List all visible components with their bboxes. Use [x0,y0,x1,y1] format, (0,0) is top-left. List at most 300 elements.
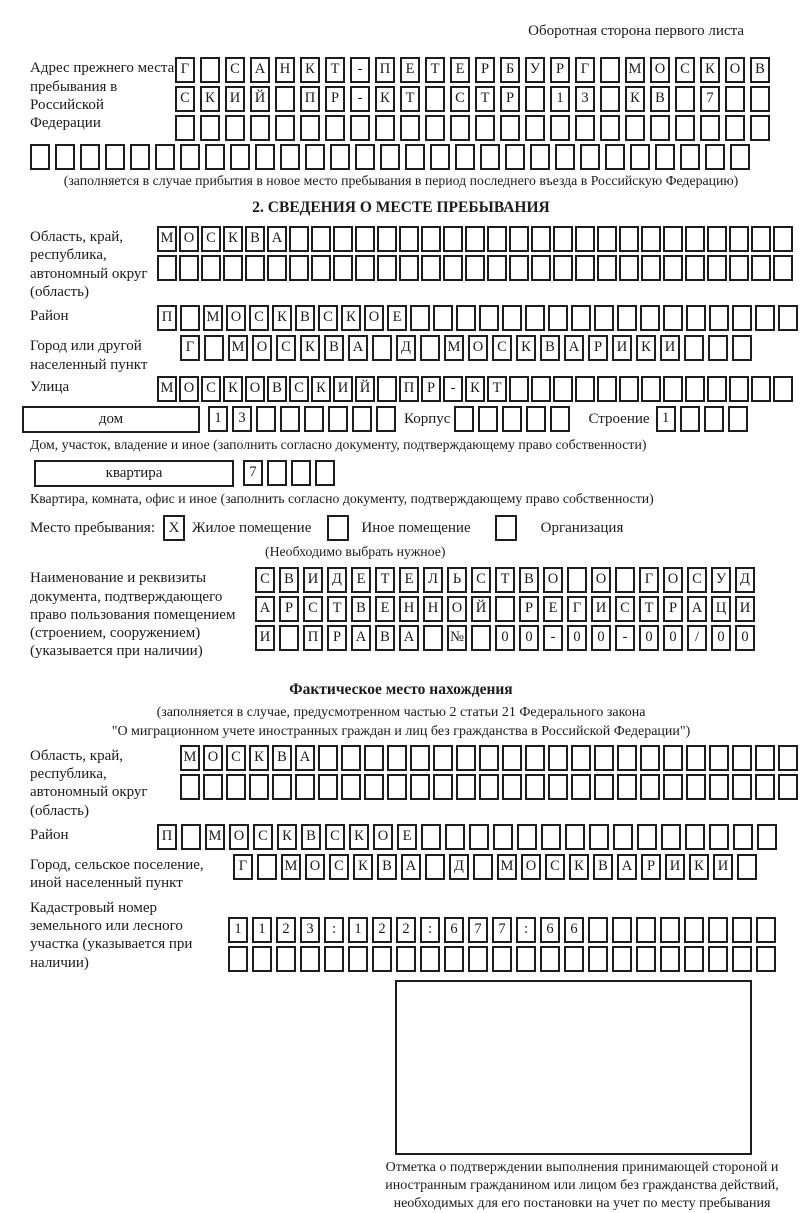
char-box: 6 [564,917,584,943]
char-box: 3 [575,86,595,112]
char-box [686,305,706,331]
char-box: С [225,57,245,83]
char-box [405,144,425,170]
char-box [571,774,591,800]
char-box [255,144,275,170]
char-box: 3 [300,917,320,943]
char-box: Е [375,596,395,622]
char-box: 0 [735,625,755,651]
char-box [751,376,771,402]
cadastre-line1[interactable] [228,917,780,943]
char-box [350,115,370,141]
char-box [380,144,400,170]
char-box [729,226,749,252]
char-box: Н [423,596,443,622]
char-box: Г [575,57,595,83]
page-side-note: Оборотная сторона первого листа [528,23,744,39]
char-box [469,824,489,850]
char-box [502,305,522,331]
cadastre-line2[interactable] [228,946,780,972]
char-box: С [492,335,512,361]
char-box: Т [425,57,445,83]
ownership-doc-line2[interactable] [255,596,759,622]
char-box: К [272,305,292,331]
char-box: Д [449,854,469,880]
char-box [333,255,353,281]
house-number-line[interactable] [208,406,400,432]
char-box: М [497,854,517,880]
char-box [680,406,700,432]
char-box: П [300,86,320,112]
char-box: К [249,745,269,771]
char-box: Д [735,567,755,593]
char-box: Д [327,567,347,593]
char-box: О [305,854,325,880]
char-box [684,335,704,361]
char-box [433,774,453,800]
char-box [755,774,775,800]
house-label-box: дом [22,406,200,433]
char-box: П [157,305,177,331]
char-box [279,625,299,651]
char-box: К [277,824,297,850]
char-box: Н [275,57,295,83]
char-box: И [660,335,680,361]
char-box [612,946,632,972]
char-box [272,774,292,800]
char-box [410,305,430,331]
ownership-doc-line1[interactable] [255,567,759,593]
char-box [729,376,749,402]
char-box [180,305,200,331]
char-box: Ц [711,596,731,622]
stay-type-note: (Необходимо выбрать нужное) [265,544,446,560]
char-box: К [689,854,709,880]
char-box [684,946,704,972]
char-box: С [249,305,269,331]
char-box [619,255,639,281]
city-row [30,335,772,374]
char-box [445,824,465,850]
char-box [502,774,522,800]
char-box [732,305,752,331]
prev-address-line1[interactable] [175,57,775,83]
char-box [686,774,706,800]
char-box: М [444,335,464,361]
char-box [55,144,75,170]
char-box [423,625,443,651]
char-box [375,115,395,141]
actual-region-boxes [180,745,800,800]
char-box [660,917,680,943]
char-box: Д [396,335,416,361]
char-box [30,144,50,170]
char-box [531,255,551,281]
char-box [304,406,324,432]
char-box: В [519,567,539,593]
char-box [755,305,775,331]
char-box [330,144,350,170]
ownership-doc-row [30,567,772,660]
char-box: К [375,86,395,112]
char-box [751,255,771,281]
char-box: В [540,335,560,361]
char-box [425,86,445,112]
char-box [605,144,625,170]
char-box [372,946,392,972]
cadastre-boxes [228,897,780,972]
char-box [600,57,620,83]
region-label: Область, край, республика, автономный округ (область) [30,229,148,300]
char-box: Т [325,57,345,83]
city-line[interactable] [180,335,756,361]
char-box: 2 [396,917,416,943]
char-box: 1 [656,406,676,432]
stay-type-checkbox-organization[interactable] [495,515,517,541]
char-box [625,115,645,141]
char-box [181,824,201,850]
char-box [550,115,570,141]
char-box [567,567,587,593]
stay-type-checkbox-residential[interactable]: X [163,515,185,541]
char-box [479,745,499,771]
char-box: 1 [228,917,248,943]
char-box: О [591,567,611,593]
char-box [684,917,704,943]
char-box [617,745,637,771]
char-box [660,946,680,972]
char-box [250,115,270,141]
char-box [525,305,545,331]
char-box [456,305,476,331]
char-box: М [203,305,223,331]
char-box: С [675,57,695,83]
char-box: 7 [243,460,263,486]
char-box: 7 [492,917,512,943]
char-box [267,255,287,281]
char-box: 0 [663,625,683,651]
char-box [751,226,771,252]
char-box: Т [375,567,395,593]
korpus-label: Корпус [404,411,451,428]
char-box [157,255,177,281]
actual-city-line[interactable] [233,854,761,880]
char-box: П [157,824,177,850]
char-box [548,745,568,771]
char-box [495,596,515,622]
char-box: С [201,376,221,402]
char-box [564,946,584,972]
char-box [565,824,585,850]
korpus-line[interactable] [454,406,574,432]
char-box [675,86,695,112]
char-box [245,255,265,281]
char-box [640,305,660,331]
char-box [594,745,614,771]
char-box [433,745,453,771]
char-box: Б [500,57,520,83]
char-box: О [468,335,488,361]
char-box [541,824,561,850]
char-box: К [300,57,320,83]
char-box [377,226,397,252]
char-box: А [687,596,707,622]
char-box: 3 [232,406,252,432]
char-box: Т [639,596,659,622]
char-box [399,255,419,281]
char-box [80,144,100,170]
char-box [256,406,276,432]
prev-address-line4[interactable] [30,144,772,170]
char-box: А [564,335,584,361]
char-box [589,824,609,850]
char-box: В [650,86,670,112]
char-box [636,917,656,943]
district-line[interactable] [157,305,800,331]
actual-region-line1[interactable] [180,745,800,771]
char-box: И [612,335,632,361]
char-box: Й [355,376,375,402]
char-box: К [300,335,320,361]
char-box [773,226,793,252]
stay-type-option-organization: Организация [540,520,624,537]
char-box [465,226,485,252]
char-box [597,255,617,281]
char-box [492,946,512,972]
char-box: О [179,376,199,402]
char-box [295,774,315,800]
char-box [421,255,441,281]
char-box: С [289,376,309,402]
char-box: В [377,854,397,880]
char-box [617,305,637,331]
char-box: С [471,567,491,593]
char-box [778,745,798,771]
char-box [509,376,529,402]
char-box: С [255,567,275,593]
char-box [355,226,375,252]
char-box: К [700,57,720,83]
char-box [525,86,545,112]
char-box [619,226,639,252]
char-box [399,226,419,252]
char-box [200,115,220,141]
region-line2[interactable] [157,255,795,281]
street-label: Улица [30,378,70,395]
actual-district-row [30,824,772,850]
char-box [487,226,507,252]
char-box [685,824,705,850]
char-box [709,305,729,331]
char-box [661,824,681,850]
char-box [750,115,770,141]
char-box: 7 [468,917,488,943]
cadastre-row [30,897,772,972]
char-box [425,115,445,141]
ownership-doc-line3[interactable] [255,625,759,651]
char-box [708,335,728,361]
stroenie-line[interactable] [656,406,752,432]
char-box: О [229,824,249,850]
char-box: Р [663,596,683,622]
char-box: О [364,305,384,331]
street-line[interactable] [157,376,795,402]
char-box [328,406,348,432]
form-page [0,22,800,1212]
char-box [493,824,513,850]
char-box [600,86,620,112]
char-box [737,854,757,880]
char-box: В [750,57,770,83]
region-line1[interactable] [157,226,795,252]
char-box: А [267,226,287,252]
char-box [443,226,463,252]
char-box: О [226,305,246,331]
char-box [571,745,591,771]
char-box: И [735,596,755,622]
section2-title: 2. СВЕДЕНИЯ О МЕСТЕ ПРЕБЫВАНИЯ [252,199,550,217]
char-box: 0 [495,625,515,651]
char-box: С [303,596,323,622]
char-box: К [200,86,220,112]
char-box: - [543,625,563,651]
actual-city-row [30,854,772,893]
char-box: Р [279,596,299,622]
actual-region-label: Область, край, республика, автономный округ (область) [30,747,148,819]
char-box [372,335,392,361]
char-box [709,824,729,850]
char-box [444,946,464,972]
char-box: Г [180,335,200,361]
char-box [555,144,575,170]
char-box [732,745,752,771]
char-box [479,305,499,331]
char-box [425,854,445,880]
char-box [318,745,338,771]
char-box: Е [543,596,563,622]
char-box: : [420,917,440,943]
char-box: С [329,854,349,880]
char-box: 1 [550,86,570,112]
char-box: О [179,226,199,252]
char-box [709,745,729,771]
char-box: Р [475,57,495,83]
char-box: 0 [639,625,659,651]
char-box: - [443,376,463,402]
char-box: А [348,335,368,361]
prev-address-line2[interactable] [175,86,775,112]
char-box: 6 [444,917,464,943]
char-box [267,460,287,486]
char-box [421,226,441,252]
char-box: 6 [540,917,560,943]
char-box [105,144,125,170]
char-box [525,774,545,800]
char-box [348,946,368,972]
apartment-line[interactable] [243,460,339,486]
char-box [641,376,661,402]
char-box: Й [250,86,270,112]
char-box [280,144,300,170]
char-box: Е [400,57,420,83]
char-box [387,774,407,800]
char-box: В [301,824,321,850]
confirmation-stamp-caption: Отметка о подтверждении выполнения принимающей стороной и иностранным гражданином или лицом без гражданства действий, необходимых для его постановки на учет по месту пребывания [385,1159,779,1212]
stay-type-checkbox-other[interactable] [327,515,349,541]
char-box: А [351,625,371,651]
char-box [575,226,595,252]
char-box: К [349,824,369,850]
char-box: В [375,625,395,651]
apartment-note: Квартира, комната, офис и иное (заполнить согласно документу, подтверждающему право собственности) [30,490,654,506]
char-box: С [226,745,246,771]
char-box: М [157,226,177,252]
char-box: Р [519,596,539,622]
char-box [352,406,372,432]
char-box: / [687,625,707,651]
char-box: К [223,226,243,252]
char-box: Р [588,335,608,361]
char-box [732,946,752,972]
char-box: Т [487,376,507,402]
char-box [663,255,683,281]
char-box [456,774,476,800]
char-box: Т [475,86,495,112]
prev-address-line3[interactable] [175,115,775,141]
char-box [377,255,397,281]
char-box: А [401,854,421,880]
char-box [230,144,250,170]
char-box: П [399,376,419,402]
char-box [410,774,430,800]
char-box [509,255,529,281]
char-box [640,774,660,800]
char-box: А [617,854,637,880]
char-box [732,774,752,800]
char-box: В [272,745,292,771]
char-box [550,406,570,432]
char-box: У [711,567,731,593]
char-box: - [350,86,370,112]
char-box: М [205,824,225,850]
char-box: 2 [276,917,296,943]
char-box: В [351,596,371,622]
char-box [756,946,776,972]
actual-district-line[interactable] [157,824,781,850]
char-box: - [350,57,370,83]
char-box: И [225,86,245,112]
char-box [502,745,522,771]
char-box [663,745,683,771]
char-box [257,854,277,880]
char-box [291,460,311,486]
char-box: - [615,625,635,651]
char-box: А [250,57,270,83]
actual-region-line2[interactable] [180,774,800,800]
char-box [615,567,635,593]
char-box [420,335,440,361]
char-box: С [450,86,470,112]
char-box [680,144,700,170]
char-box: А [295,745,315,771]
char-box: В [279,567,299,593]
char-box [708,917,728,943]
char-box [686,745,706,771]
char-box [450,115,470,141]
char-box [757,824,777,850]
char-box: О [252,335,272,361]
char-box [509,226,529,252]
